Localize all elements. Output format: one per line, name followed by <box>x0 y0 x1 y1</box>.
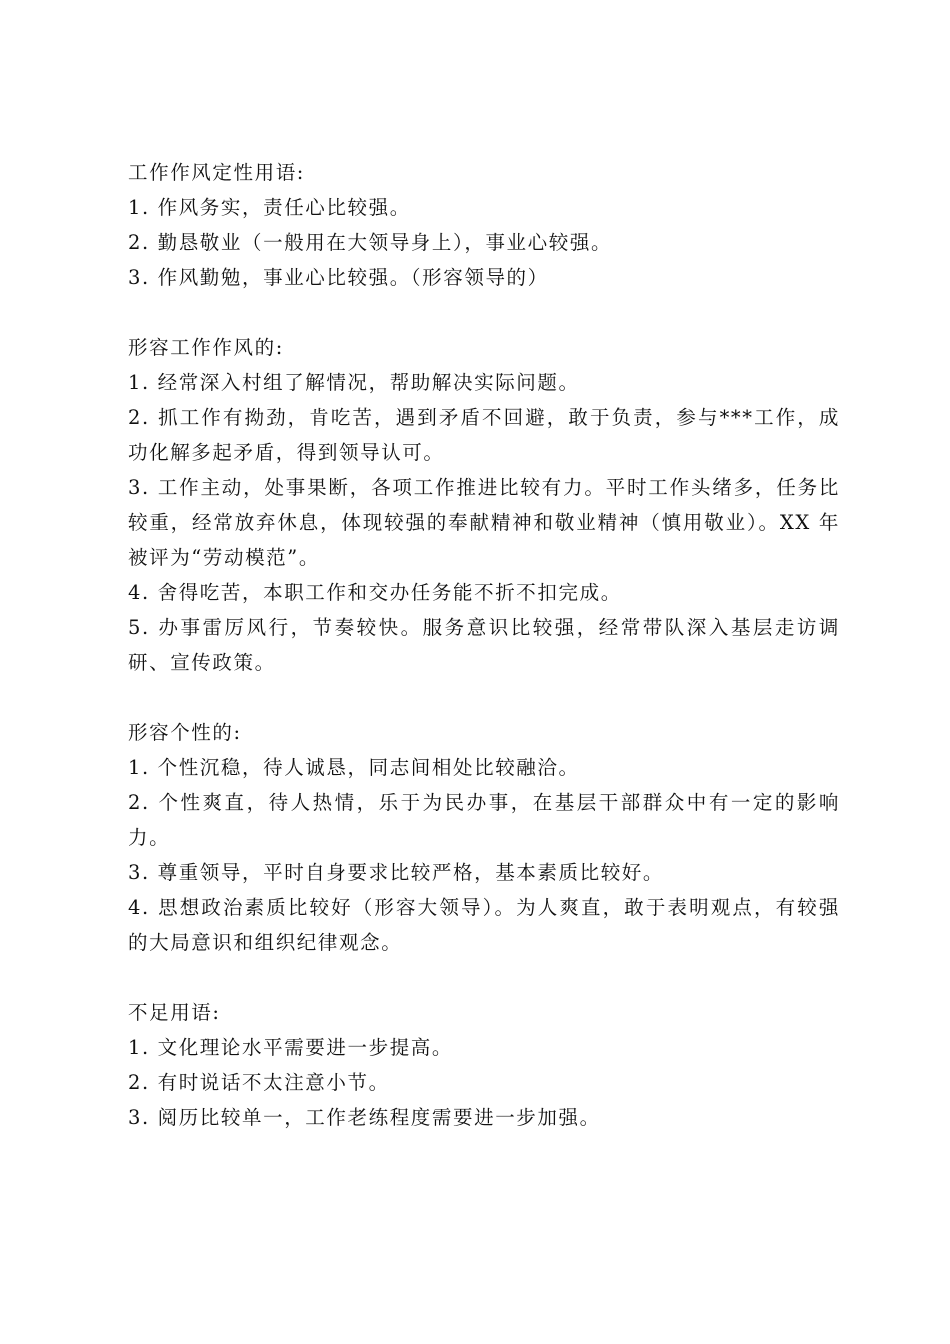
list-item: 1. 文化理论水平需要进一步提高。 <box>128 1036 454 1059</box>
section-heading: 形容个性的: <box>128 721 242 744</box>
list-item: 2. 抓工作有拗劲，肯吃苦，遇到矛盾不回避，敢于负责，参与***工作，成功化解多起矛盾，得到领导认可。 <box>128 406 840 464</box>
list-item: 3. 工作主动，处事果断，各项工作推进比较有力。平时工作头绪多，任务比较重，经常放弃休息，体现较强的奉献精神和敬业精神（慎用敬业）。XX 年被评为“劳动模范”。 <box>128 476 840 569</box>
list-item: 3. 作风勤勉，事业心比较强。（形容领导的） <box>128 266 549 289</box>
section-work-style-terms <box>128 155 840 295</box>
list-item: 5. 办事雷厉风行，节奏较快。服务意识比较强，经常带队深入基层走访调研、宣传政策。 <box>128 616 840 674</box>
list-item: 3. 阅历比较单一，工作老练程度需要进一步加强。 <box>128 1106 601 1129</box>
list-item: 4. 舍得吃苦，本职工作和交办任务能不折不扣完成。 <box>128 581 622 604</box>
section-shortcomings <box>128 995 840 1135</box>
list-item: 3. 尊重领导，平时自身要求比较严格，基本素质比较好。 <box>128 861 665 884</box>
list-item: 2. 个性爽直，待人热情，乐于为民办事，在基层干部群众中有一定的影响力。 <box>128 791 840 849</box>
section-describe-personality <box>128 715 840 960</box>
list-item: 1. 作风务实，责任心比较强。 <box>128 196 411 219</box>
list-item: 4. 思想政治素质比较好（形容大领导）。为人爽直，敢于表明观点，有较强的大局意识和组织纪律观念。 <box>128 896 840 954</box>
section-describe-work-style <box>128 330 840 680</box>
list-item: 1. 个性沉稳，待人诚恳，同志间相处比较融洽。 <box>128 756 580 779</box>
list-item: 1. 经常深入村组了解情况，帮助解决实际问题。 <box>128 371 580 394</box>
section-heading: 工作作风定性用语: <box>128 161 305 184</box>
section-heading: 不足用语: <box>128 1001 221 1024</box>
list-item: 2. 有时说话不太注意小节。 <box>128 1071 390 1094</box>
section-heading: 形容工作作风的: <box>128 336 284 359</box>
list-item: 2. 勤恳敬业（一般用在大领导身上），事业心较强。 <box>128 231 613 254</box>
document-body <box>128 155 840 1170</box>
